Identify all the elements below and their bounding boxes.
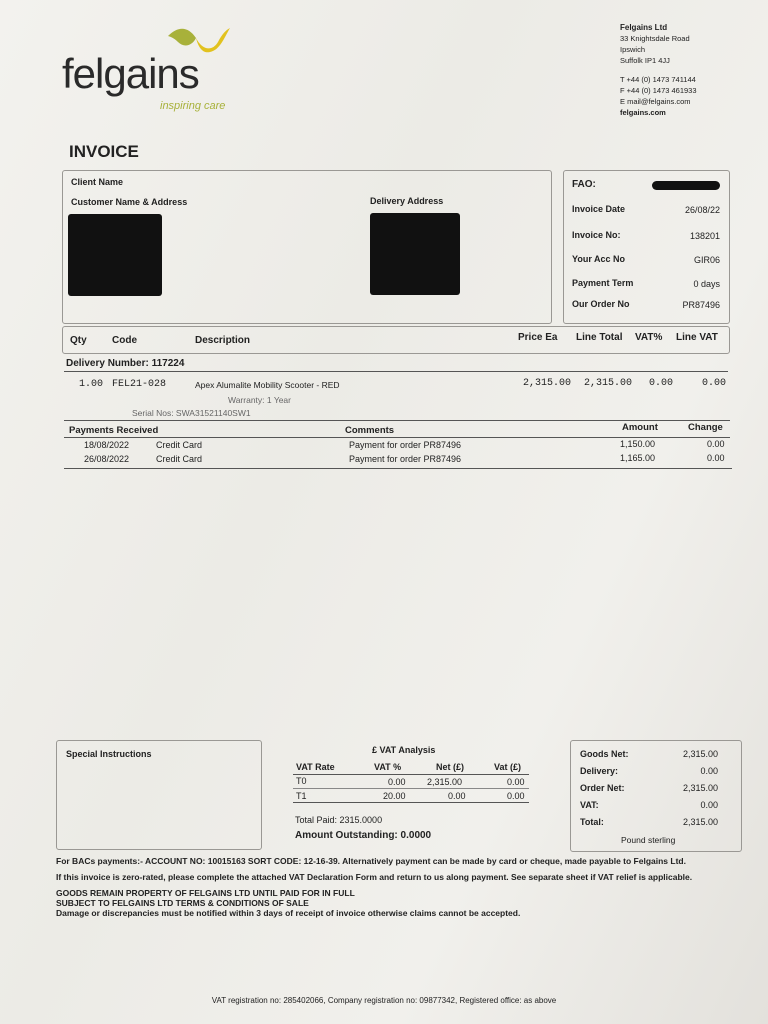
invoice-no-label: Invoice No:: [572, 230, 621, 240]
total-label: Total:: [580, 817, 604, 827]
payment-change: 0.00: [707, 439, 725, 449]
vat-col-pct: VAT %: [374, 762, 402, 772]
vat-row-vat: 0.00: [507, 791, 525, 801]
amount-header: Amount: [622, 422, 658, 433]
divider: [293, 788, 529, 789]
order-no-label: Our Order No: [572, 299, 630, 309]
customer-address-label: Customer Name & Address: [71, 197, 188, 207]
order-net-value: 2,315.00: [682, 783, 718, 793]
col-vat-pct: VAT%: [635, 332, 663, 343]
divider: [293, 774, 529, 775]
logo-wordmark: felgains: [62, 50, 199, 97]
invoice-date-value: 26/08/22: [684, 205, 720, 215]
item-line-vat: 0.00: [702, 378, 727, 389]
delivery-number: Delivery Number: 117224: [66, 358, 185, 369]
vat-row-net: 0.00: [448, 791, 466, 801]
payment-amount: 1,150.00: [620, 439, 656, 449]
payment-date: 26/08/2022: [84, 454, 130, 464]
redacted-delivery-address: [370, 213, 460, 295]
total-paid: Total Paid: 2315.0000: [295, 815, 383, 825]
vat-row-net: 2,315.00: [427, 777, 463, 787]
property-note: GOODS REMAIN PROPERTY OF FELGAINS LTD UNTIL PAID FOR IN FULL: [56, 888, 355, 898]
company-name: Felgains Ltd: [620, 23, 668, 32]
items-header-box: [62, 326, 730, 354]
acc-no-label: Your Acc No: [572, 254, 626, 264]
vat-col-rate: VAT Rate: [296, 762, 335, 772]
invoice-date-label: Invoice Date: [572, 204, 626, 214]
payment-amount: 1,165.00: [620, 453, 656, 463]
vat-col-vat: Vat (£): [494, 762, 522, 772]
vat-row-rate: T0: [296, 776, 307, 786]
comments-header: Comments: [345, 425, 395, 436]
vat-row-pct: 0.00: [388, 777, 406, 787]
payment-method: Credit Card: [156, 440, 203, 450]
divider: [64, 437, 730, 438]
vat-value: 0.00: [700, 800, 718, 810]
col-price-ea: Price Ea: [518, 332, 558, 343]
company-phone: T +44 (0) 1473 741144: [620, 75, 696, 84]
company-fax: F +44 (0) 1473 461933: [620, 86, 697, 95]
payment-term-label: Payment Term: [572, 278, 634, 288]
vat-row-rate: T1: [296, 791, 307, 801]
bacs-note: For BACs payments:- ACCOUNT NO: 10015163 SORT CODE: 12-16-39. Alternatively payment can be made by card or cheque, made payable to Felgains Ltd.: [56, 856, 686, 866]
payment-notes: [56, 856, 716, 918]
col-qty: Qty: [70, 335, 87, 346]
invoice-no-value: 138201: [689, 231, 720, 241]
vat-label: VAT:: [580, 800, 599, 810]
logo-tagline: inspiring care: [160, 100, 226, 112]
goods-net-label: Goods Net:: [580, 749, 629, 759]
terms-note: SUBJECT TO FELGAINS LTD TERMS & CONDITIONS OF SALE: [56, 898, 309, 908]
vat-row-vat: 0.00: [507, 777, 525, 787]
payment-change: 0.00: [707, 453, 725, 463]
damage-note: Damage or discrepancies must be notified within 3 days of receipt of invoice otherwise claims cannot be accepted.: [56, 908, 521, 918]
item-line-total: 2,315.00: [584, 378, 633, 389]
delivery-address-label: Delivery Address: [370, 196, 444, 206]
payment-date: 18/08/2022: [84, 440, 130, 450]
vat-row-pct: 20.00: [383, 791, 406, 801]
item-vat-pct: 0.00: [649, 378, 674, 389]
currency: Pound sterling: [621, 835, 676, 845]
item-qty: 1.00: [79, 379, 104, 390]
payment-term-value: 0 days: [693, 279, 720, 289]
divider: [293, 802, 529, 803]
payments-header: Payments Received: [69, 425, 159, 436]
company-address-line: Suffolk IP1 4JJ: [620, 56, 670, 65]
redacted-customer-address: [68, 214, 162, 296]
special-instructions-label: Special Instructions: [66, 749, 152, 759]
payment-comment: Payment for order PR87496: [349, 454, 462, 464]
item-description: Apex Alumalite Mobility Scooter - RED: [195, 380, 340, 390]
order-no-value: PR87496: [682, 300, 720, 310]
col-code: Code: [112, 335, 137, 346]
vat-analysis-title: £ VAT Analysis: [372, 745, 436, 755]
company-email[interactable]: E mail@felgains.com: [620, 97, 691, 106]
redacted-fao: [652, 181, 720, 190]
order-net-label: Order Net:: [580, 783, 625, 793]
acc-no-value: GIR06: [693, 255, 720, 265]
goods-net-value: 2,315.00: [682, 749, 718, 759]
delivery-value: 0.00: [700, 766, 718, 776]
item-price-ea: 2,315.00: [523, 378, 572, 389]
divider: [64, 371, 728, 372]
registration-footer: VAT registration no: 285402066, Company registration no: 09877342, Registered office: as above: [211, 996, 557, 1005]
item-code: FEL21-028: [112, 379, 167, 390]
divider: [64, 468, 732, 469]
payment-method: Credit Card: [156, 454, 203, 464]
payment-comment: Payment for order PR87496: [349, 440, 462, 450]
change-header: Change: [688, 422, 723, 433]
item-serial: Serial Nos: SWA31521140SW1: [132, 408, 251, 418]
company-details: [620, 22, 697, 118]
fao-label: FAO:: [572, 179, 596, 190]
divider: [64, 420, 730, 421]
company-address-line: Ipswich: [620, 45, 646, 54]
amount-outstanding: Amount Outstanding: 0.0000: [295, 830, 432, 841]
vat-col-net: Net (£): [436, 762, 465, 772]
delivery-label: Delivery:: [580, 766, 619, 776]
zero-rated-note: If this invoice is zero-rated, please complete the attached VAT Declaration Form and return to us along payment. See separate sheet if VAT relief is applicable.: [56, 872, 693, 882]
company-address-line: 33 Knightsdale Road: [620, 34, 690, 43]
item-warranty: Warranty: 1 Year: [228, 395, 291, 405]
total-value: 2,315.00: [682, 817, 718, 827]
col-line-total: Line Total: [576, 332, 623, 343]
col-description: Description: [195, 335, 251, 346]
document-title: INVOICE: [69, 142, 139, 161]
col-line-vat: Line VAT: [676, 332, 718, 343]
client-name-label: Client Name: [71, 177, 124, 187]
company-website[interactable]: felgains.com: [620, 108, 666, 117]
